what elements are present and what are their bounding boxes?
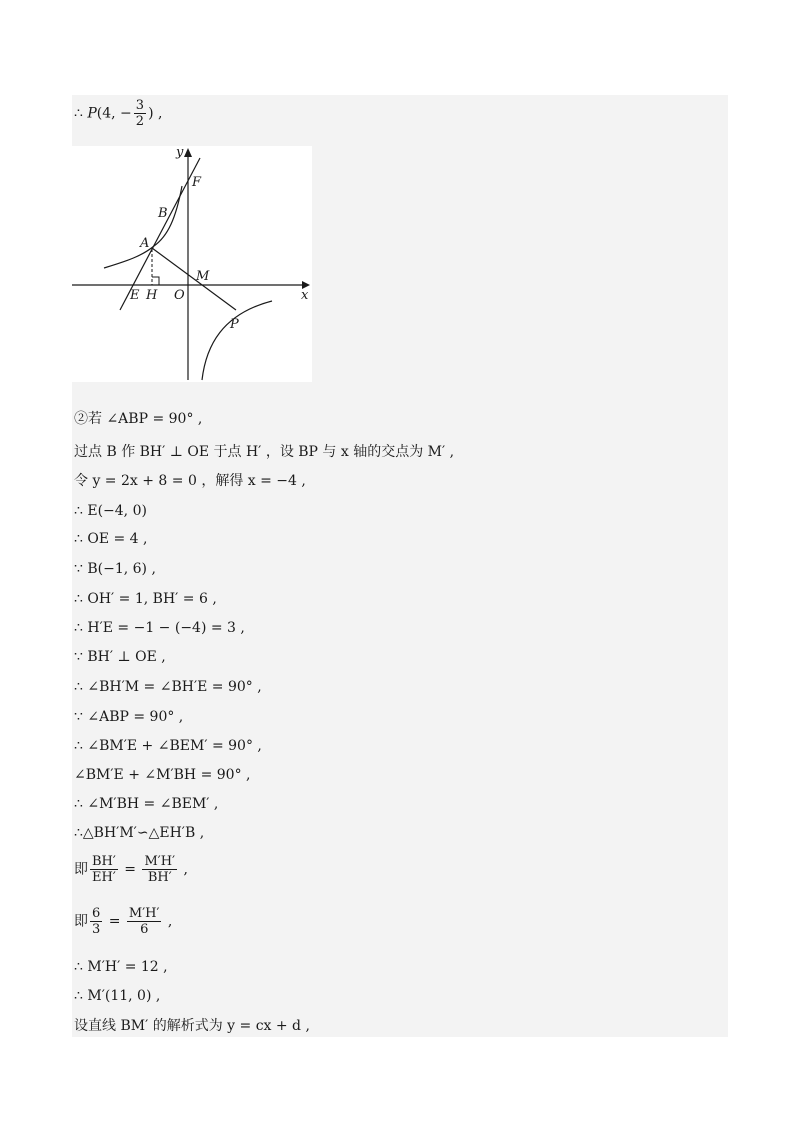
solution-line: ∠BM′E + ∠M′BH = 90° , (74, 767, 251, 783)
equals: = (104, 913, 125, 930)
fraction (127, 906, 162, 937)
solution-line-ratio-values (74, 906, 172, 937)
label-f: F (192, 175, 202, 190)
comma: , (163, 913, 173, 930)
coord-part: (4, − (96, 105, 132, 122)
label-h: H (146, 288, 158, 303)
label-a: A (140, 236, 150, 251)
numerator: BH′ (92, 854, 116, 869)
solution-line: ∴ E(−4, 0) (74, 503, 147, 519)
therefore-symbol: ∴ (74, 105, 88, 122)
hyperbola-lower-branch (202, 301, 272, 380)
solution-line-p-point (74, 98, 162, 129)
solution-line: ②若 ∠ABP = 90° , (74, 411, 203, 427)
solution-line: 设直线 BM′ 的解析式为 y = cx + d , (74, 1018, 310, 1034)
solution-line: 过点 B 作 BH′ ⊥ OE 于点 H′ ，设 BP 与 x 轴的交点为 M′ , (74, 444, 455, 460)
label-o: O (174, 288, 185, 303)
solution-line: ∴ ∠BH′M = ∠BH′E = 90° , (74, 679, 262, 695)
denominator: BH′ (147, 870, 172, 885)
numerator: M′H′ (128, 906, 160, 921)
solution-line: ∴ H′E = −1 − (−4) = 3 , (74, 620, 245, 636)
solution-line: ∴ OH′ = 1, BH′ = 6 , (74, 591, 217, 607)
label-b: B (158, 206, 168, 221)
solution-line: ∵ BH′ ⊥ OE , (74, 649, 166, 665)
solution-line: ∵ ∠ABP = 90° , (74, 709, 184, 725)
fraction (90, 906, 102, 937)
solution-line: ∴ ∠M′BH = ∠BEM′ , (74, 796, 219, 812)
label-x: x (301, 288, 309, 303)
point-label: P (87, 105, 97, 122)
label-p: P (230, 317, 239, 332)
denominator: 2 (135, 114, 145, 129)
solution-line: ∴ M′(11, 0) , (74, 988, 161, 1004)
solution-line: ∵ B(−1, 6) , (74, 561, 156, 577)
denominator: EH′ (92, 870, 116, 885)
equals: = (119, 861, 141, 878)
solution-line: ∴ ∠BM′E + ∠BEM′ = 90° , (74, 738, 262, 754)
numerator: 6 (92, 906, 101, 921)
label-e: E (130, 288, 140, 303)
label-m: M (196, 269, 210, 284)
numerator: 3 (135, 98, 145, 113)
line-ap (152, 248, 236, 310)
comma: , (179, 861, 188, 878)
hyperbola-upper-branch (104, 186, 182, 268)
solution-line: 令 y = 2x + 8 = 0 ，解得 x = −4 , (74, 473, 306, 489)
numerator: M′H′ (144, 854, 176, 869)
y-axis-arrow (184, 148, 192, 157)
fraction (134, 98, 146, 129)
solution-line-ratio (74, 854, 188, 885)
denominator: 3 (92, 922, 101, 937)
coord-close: ) , (148, 105, 163, 122)
ji-word: 即 (74, 861, 88, 878)
fraction (90, 854, 118, 885)
ji-word: 即 (74, 913, 88, 930)
figure-svg (72, 146, 312, 382)
geometry-figure (72, 146, 312, 382)
label-y: y (176, 146, 184, 160)
denominator: 6 (140, 922, 149, 937)
fraction (142, 854, 177, 885)
right-angle-mark (152, 277, 159, 285)
solution-line: ∴△BH′M′∽△EH′B , (74, 825, 205, 841)
solution-line: ∴ OE = 4 , (74, 531, 148, 547)
solution-line: ∴ M′H′ = 12 , (74, 959, 168, 975)
